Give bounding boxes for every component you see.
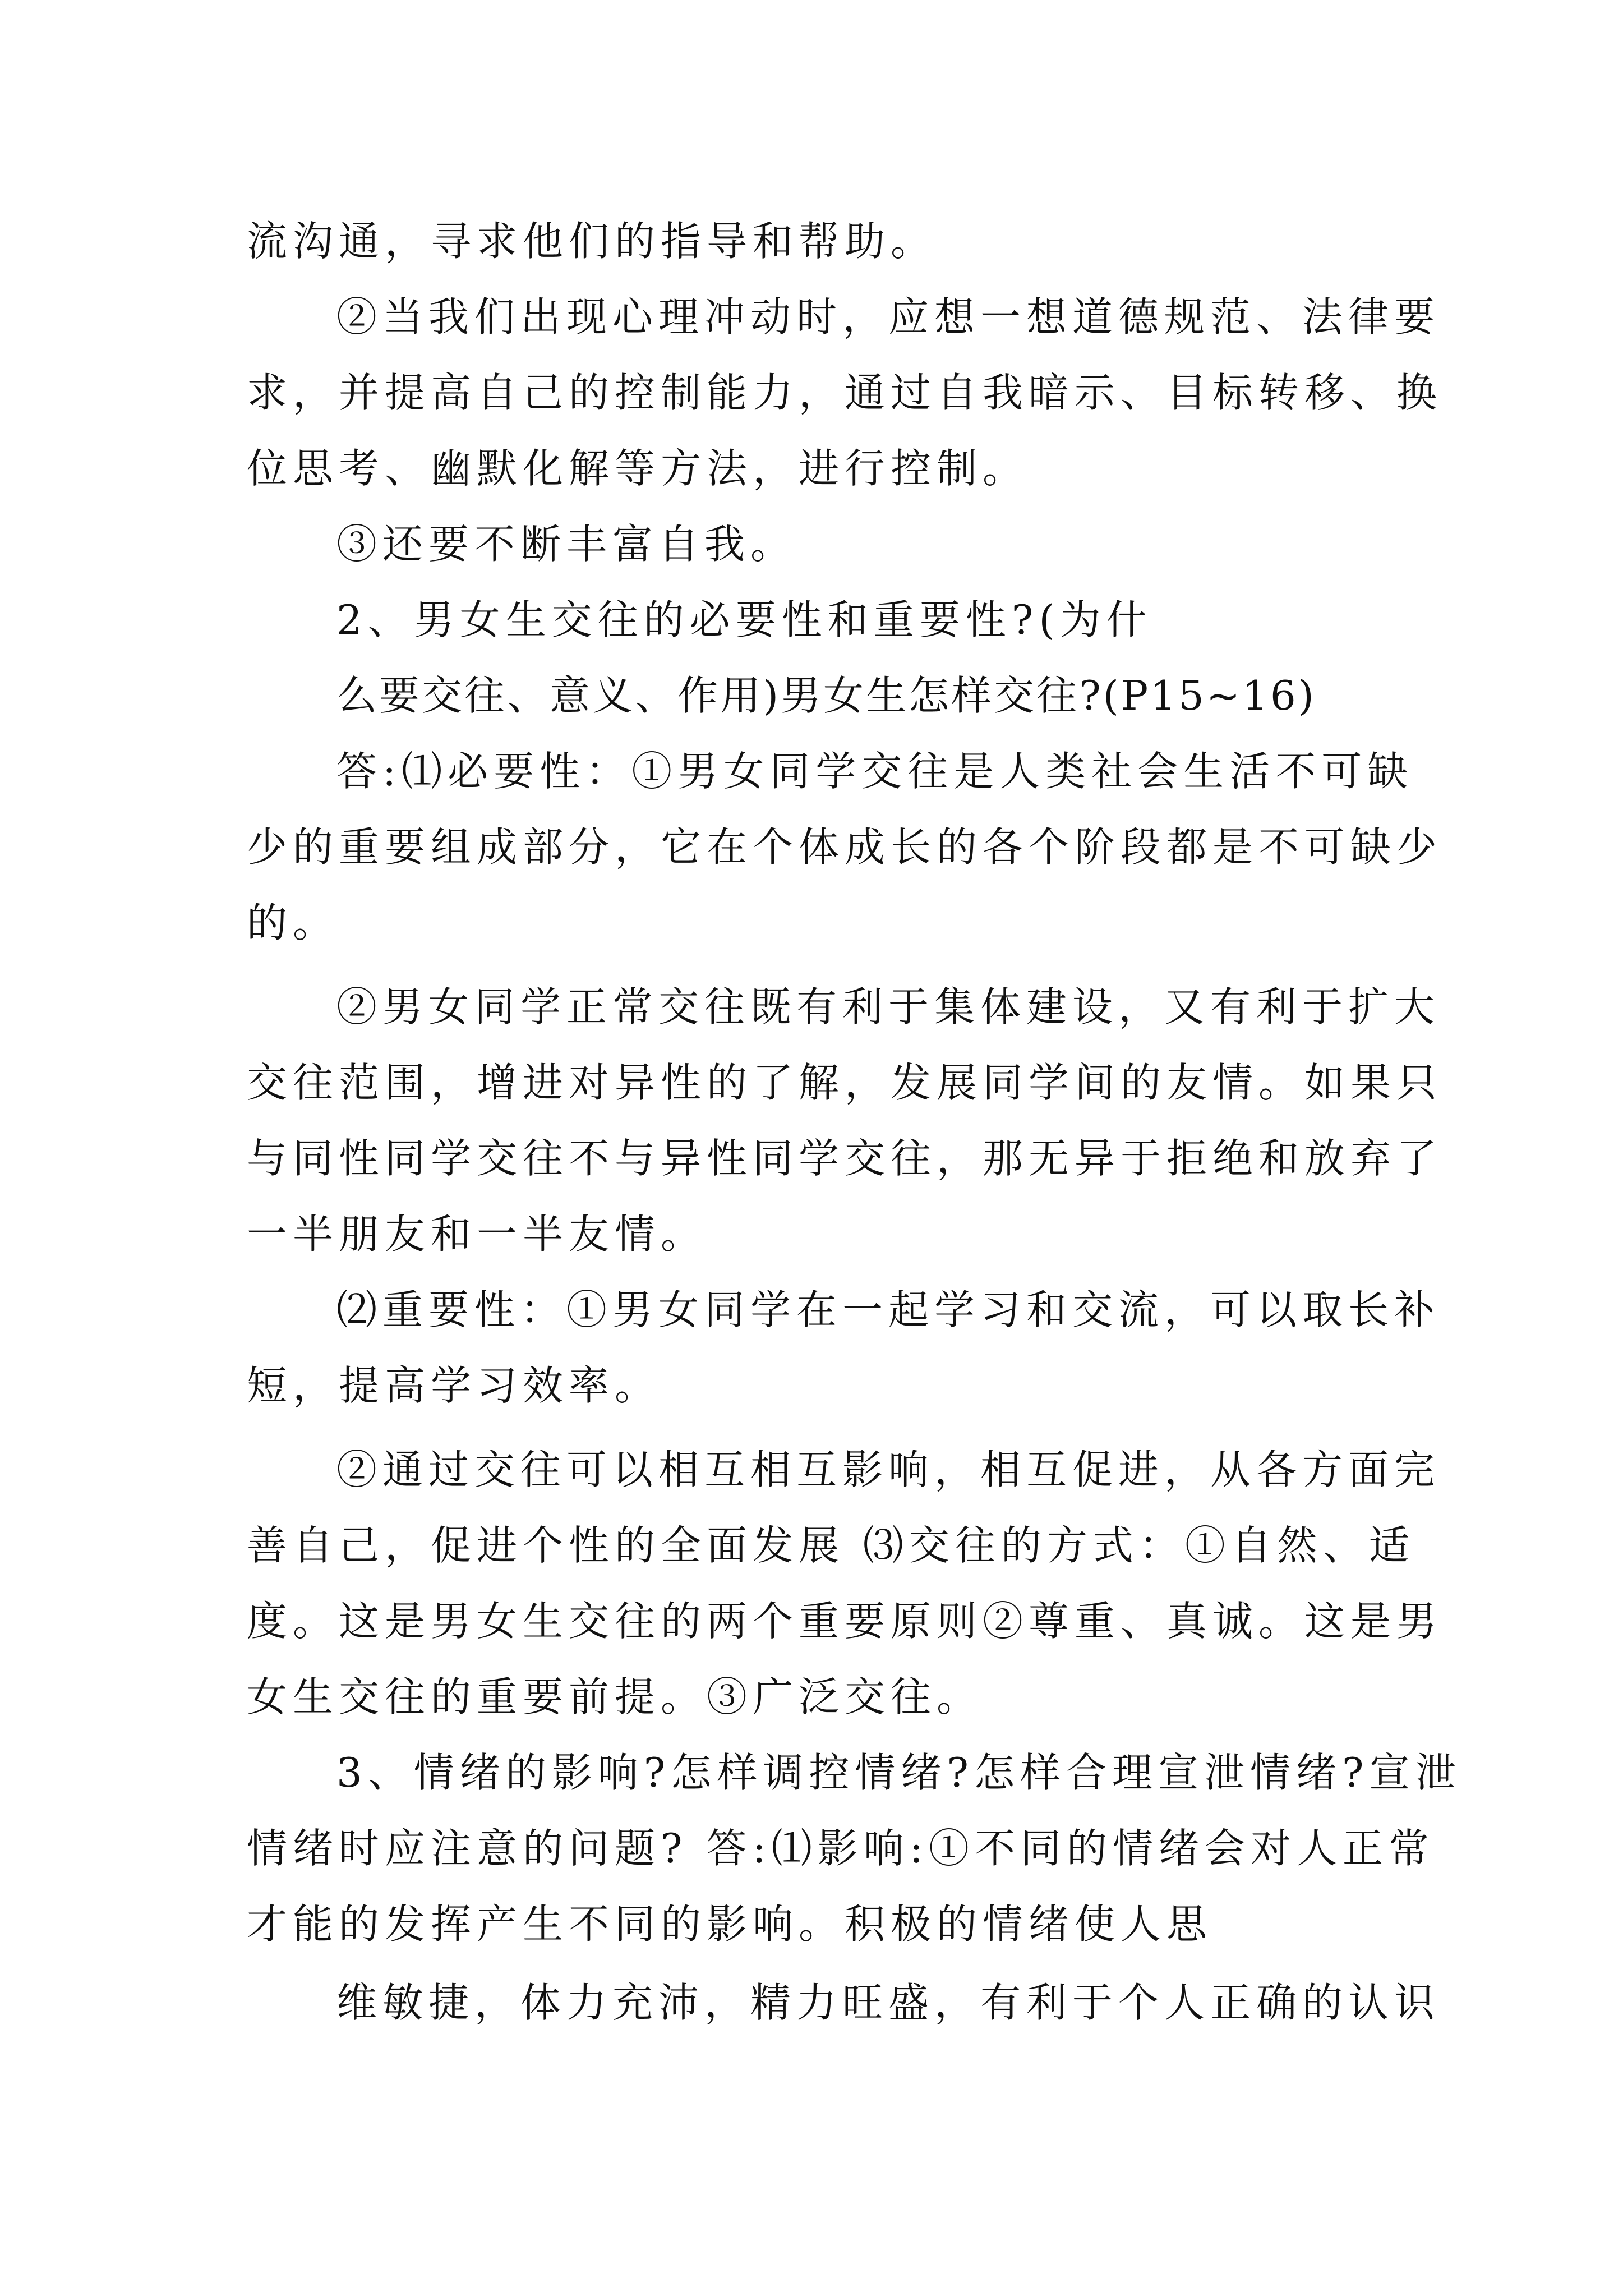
text-line: 维敏捷，体力充沛，精力旺盛，有利于个人正确的认识: [336, 1979, 1441, 2026]
text-line: 一半朋友和一半友情。: [247, 1211, 707, 1258]
text-line: ②通过交往可以相互相互影响，相互促进，从各方面完: [336, 1446, 1441, 1493]
text-line: ⑵重要性：①男女同学在一起学习和交流，可以取长补: [336, 1286, 1441, 1333]
text-line: 情绪时应注意的问题? 答:⑴影响:①不同的情绪会对人正常: [247, 1825, 1435, 1872]
text-line: 少的重要组成部分，它在个体成长的各个阶段都是不可缺少: [247, 823, 1443, 871]
text-line: 3、情绪的影响?怎样调控情绪?怎样合理宣泄情绪?宣泄: [336, 1749, 1461, 1796]
text-line: ②男女同学正常交往既有利于集体建设，又有利于扩大: [336, 983, 1441, 1030]
text-line: 2、男女生交往的必要性和重要性?(为什: [336, 596, 1152, 643]
text-line: 交往范围，增进对异性的了解，发展同学间的友情。如果只: [247, 1059, 1443, 1106]
text-line: 位思考、幽默化解等方法，进行控制。: [247, 445, 1029, 492]
text-line: 流沟通，寻求他们的指导和帮助。: [247, 218, 937, 265]
text-line: 才能的发挥产生不同的影响。积极的情绪使人思: [247, 1901, 1213, 1948]
text-line: 女生交往的重要前提。③广泛交往。: [247, 1673, 983, 1720]
text-line: ③还要不断丰富自我。: [336, 521, 797, 568]
text-line: 短，提高学习效率。: [247, 1362, 661, 1409]
text-line: ②当我们出现心理冲动时，应想一想道德规范、法律要: [336, 293, 1441, 341]
text-line: 求，并提高自己的控制能力，通过自我暗示、目标转移、换: [247, 369, 1443, 416]
text-line: 善自己，促进个性的全面发展 ⑶交往的方式：①自然、适: [247, 1522, 1415, 1569]
text-line: 与同性同学交往不与异性同学交往，那无异于拒绝和放弃了: [247, 1135, 1443, 1182]
text-line: 么要交往、意义、作用)男女生怎样交往?(P15~16): [336, 672, 1316, 719]
text-line: 答:⑴必要性：①男女同学交往是人类社会生活不可缺: [336, 748, 1414, 795]
text-line: 度。这是男女生交往的两个重要原则②尊重、真诚。这是男: [247, 1598, 1443, 1645]
text-line: 的。: [247, 899, 339, 946]
